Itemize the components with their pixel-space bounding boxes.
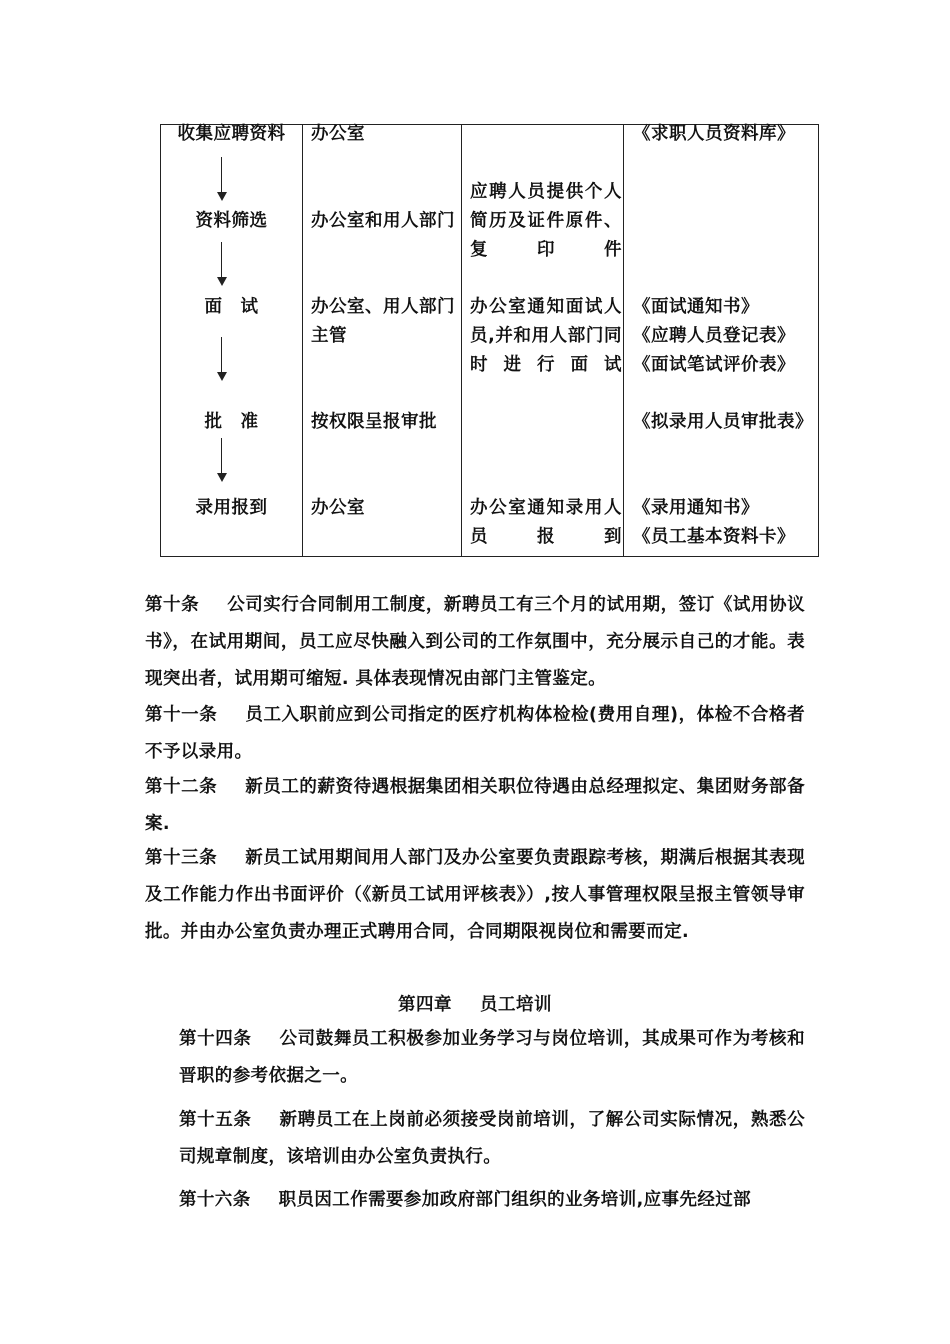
article-label: 第十六条 [179, 1190, 251, 1210]
column-divider [302, 125, 303, 556]
article-label: 第十一条 [145, 705, 218, 725]
article-text: 新员工试用期间用人部门及办公室要负责跟踪考核，期满后根据其表现及工作能力作出书面评价（《新员工试用评核表》）,按人事管理权限呈报主管领导审批。并由办公室负责办理正式聘用合同，合同期限视岗位和需要而定. [145, 848, 805, 942]
flow-step-doc: 《应聘人员登记表》 [633, 326, 795, 346]
article-text: 职员因工作需要参加政府部门组织的业务培训,应事先经过部 [278, 1190, 752, 1210]
article-label: 第十五条 [179, 1110, 252, 1130]
chapter-number: 第四章 [398, 995, 452, 1015]
article-14 [179, 1021, 805, 1095]
article-13 [145, 840, 805, 951]
down-arrow-icon [221, 337, 222, 379]
flow-step-note: 办公室通知面试人员,并和用人部门同时进行面试 [470, 297, 622, 375]
recruitment-flow-table [160, 124, 819, 557]
down-arrow-icon [221, 157, 222, 199]
flow-step-doc: 《面试通知书》 [633, 297, 759, 317]
article-15 [179, 1102, 805, 1176]
flow-step-label: 资料筛选 [195, 211, 268, 231]
chapter-heading [0, 990, 950, 1020]
chapter-title: 员工培训 [480, 995, 552, 1015]
article-text: 公司鼓舞员工积极参加业务学习与岗位培训，其成果可作为考核和晋职的参考依据之一。 [179, 1029, 805, 1086]
down-arrow-icon [221, 438, 222, 480]
flow-step-dept: 办公室和用人部门 [311, 211, 455, 231]
flow-step-label: 批 准 [204, 412, 259, 432]
article-12 [145, 769, 805, 843]
flow-step-doc: 《面试笔试评价表》 [633, 355, 795, 375]
flow-step-note: 办公室通知录用人员报到 [470, 498, 622, 547]
article-label: 第十三条 [145, 848, 218, 868]
column-divider [623, 125, 624, 556]
article-text: 公司实行合同制用工制度，新聘员工有三个月的试用期，签订《试用协议书》，在试用期间，员工应尽快融入到公司的工作氛围中，充分展示自己的才能。表现突出者，试用期可缩短. 具体表现情况由部门主管鉴定。 [145, 595, 805, 689]
flow-step-label: 收集应聘资料 [177, 124, 286, 144]
article-16 [179, 1182, 805, 1219]
flow-step-doc: 《录用通知书》 [633, 498, 759, 518]
flow-step-doc: 《拟录用人员审批表》 [633, 412, 813, 432]
flow-step-note: 应聘人员提供个人简历及证件原件、复印件 [470, 182, 622, 260]
article-text: 新聘员工在上岗前必须接受岗前培训，了解公司实际情况，熟悉公司规章制度，该培训由办公室负责执行。 [179, 1110, 805, 1167]
flow-step-label: 录用报到 [195, 498, 268, 518]
flow-step-dept: 办公室 [311, 498, 365, 518]
article-label: 第十二条 [145, 777, 218, 797]
flow-step-doc: 《员工基本资料卡》 [633, 527, 795, 547]
down-arrow-icon [221, 242, 222, 284]
article-label: 第十四条 [179, 1029, 252, 1049]
flow-step-label: 面 试 [204, 297, 259, 317]
flow-step-dept: 按权限呈报审批 [311, 412, 437, 432]
flow-step-dept: 办公室 [311, 124, 365, 144]
flow-step-doc: 《求职人员资料库》 [633, 124, 795, 144]
flow-step-dept: 办公室、用人部门主管 [311, 297, 455, 346]
article-10 [145, 587, 805, 698]
article-text: 新员工的薪资待遇根据集团相关职位待遇由总经理拟定、集团财务部备案. [145, 777, 805, 834]
article-label: 第十条 [145, 595, 200, 615]
article-11 [145, 697, 805, 771]
column-divider [461, 125, 462, 556]
article-text: 员工入职前应到公司指定的医疗机构体检检(费用自理)，体检不合格者不予以录用。 [145, 705, 805, 762]
